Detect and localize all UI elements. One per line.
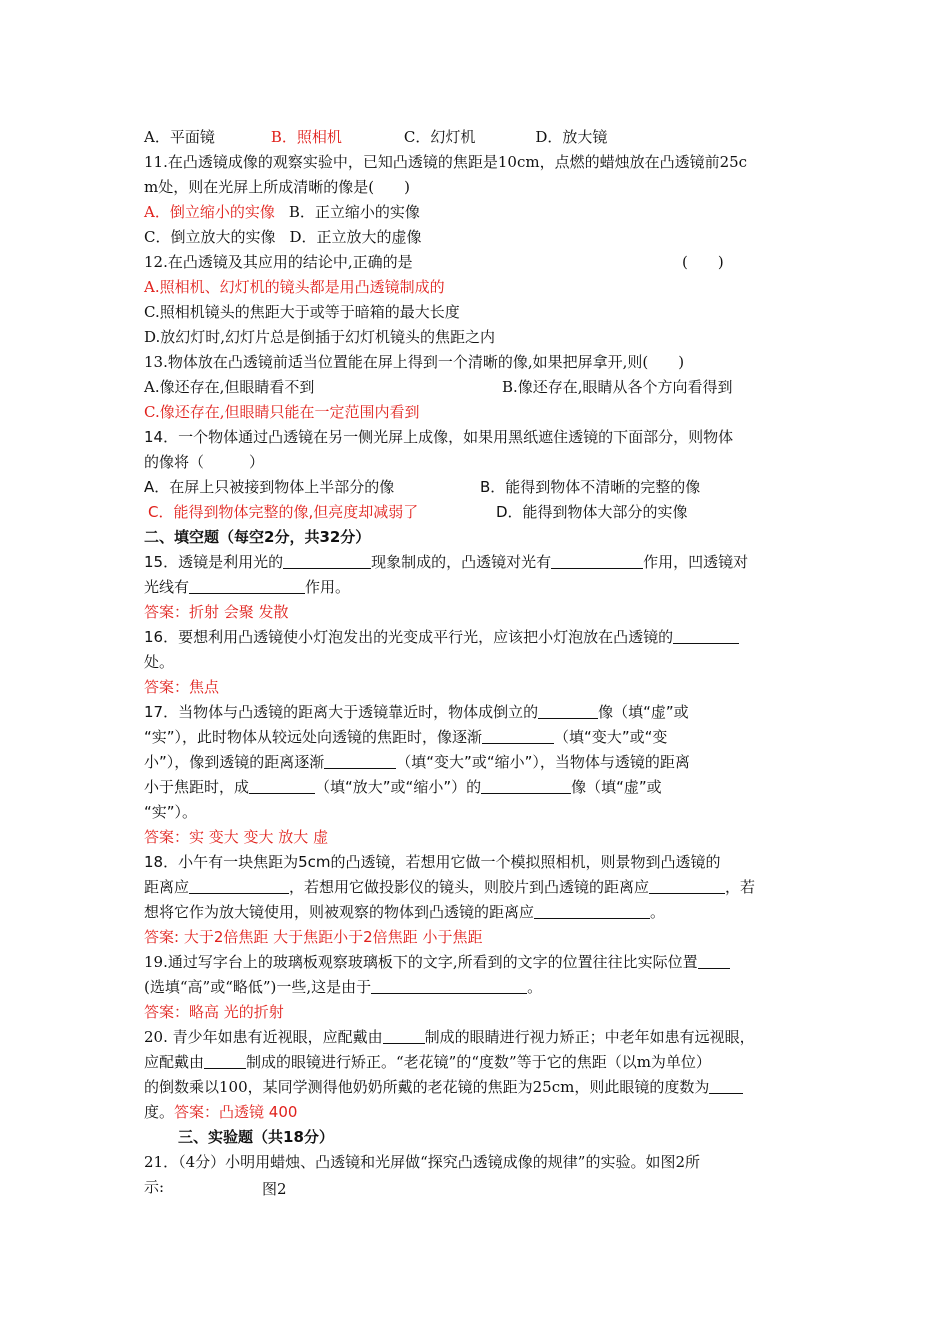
q17-blank-1[interactable] [538, 703, 598, 719]
q12-option-c: C.照相机镜头的焦距大于或等于暗箱的最大长度 [144, 303, 460, 321]
q16-answer: 答案：焦点 [144, 678, 220, 696]
section-3-title: 三、实验题（共18分） [178, 1128, 334, 1146]
q17-text-8: （填“放大”或“缩小”）的 [315, 778, 482, 796]
q17-text-4: （填“变大”或“变 [554, 728, 668, 746]
q18-line-1: 18．小午有一块焦距为5cm的凸透镜，若想用它做一个模拟照相机，则景物到凸透镜的 [144, 853, 721, 871]
q11-option-b: B．正立缩小的实像 [288, 203, 420, 221]
q13-option-b: B.像还存在,眼睛从各个方向看得到 [502, 378, 733, 396]
q19-text-3: 。 [527, 978, 543, 996]
q17-line-3 [144, 752, 690, 772]
q17-text-7: 小于焦距时，成 [144, 778, 250, 796]
q10-option-c: C．幻灯机 [403, 128, 476, 146]
q19-blank-1[interactable] [698, 953, 730, 969]
q10-options [144, 127, 607, 147]
q11-option-a: A．倒立缩小的实像 [144, 203, 275, 221]
q18-blank-1[interactable] [189, 878, 289, 894]
q18-text-5: 想将它作为放大镜使用，则被观察的物体到凸透镜的距离应 [144, 903, 535, 921]
q20-text-5: 的倒数乘以100，某同学测得他奶奶所戴的老花镜的焦距为25cm，则此眼镜的度数为 [144, 1078, 710, 1096]
q20-text-4: 制成的眼镜进行矫正。“老花镜”的“度数”等于它的焦距（以m为单位） [246, 1053, 711, 1071]
q11-option-c: C．倒立放大的实像 [144, 228, 276, 246]
q17-text-9: 像（填“虚”或 [571, 778, 662, 796]
q19-text-2: (选填“高”或“略低”)一些,这是由于 [144, 978, 372, 996]
q20-text-2: 制成的眼睛进行视力矫正；中老年如患有远视眼， [424, 1028, 755, 1046]
q18-line-3 [144, 902, 665, 922]
q17-text-3: “实”），此时物体从较远处向透镜的焦距时，像逐渐 [144, 728, 483, 746]
q21-line-1: 21．（4分）小明用蜡烛、凸透镜和光屏做“探究凸透镜成像的规律”的实验。如图2所 [144, 1153, 701, 1171]
q20-text-3: 应配戴由 [144, 1053, 205, 1071]
q16-line-2: 处。 [144, 653, 175, 671]
q21-figure-label: 图2 [262, 1180, 287, 1198]
q17-line-4 [144, 777, 662, 797]
q17-blank-2[interactable] [482, 728, 554, 744]
q11-option-d: D．正立放大的虚像 [289, 228, 422, 246]
q15-line-2 [144, 577, 350, 597]
q11-options-cd [144, 227, 422, 247]
q19-answer: 答案：略高 光的折射 [144, 1003, 284, 1021]
q18-blank-2[interactable] [649, 878, 725, 894]
q14-line-1: 14．一个物体通过凸透镜在另一侧光屏上成像，如果用黑纸遮住透镜的下面部分，则物体 [144, 428, 734, 446]
q15-blank-2[interactable] [551, 553, 643, 569]
q17-answer: 答案：实 变大 变大 放大 虚 [144, 828, 329, 846]
q14-option-c: C．能得到物体完整的像,但亮度却减弱了 [148, 503, 419, 521]
q17-text-6: （填“变大”或“缩小”），当物体与透镜的距离 [396, 753, 690, 771]
q19-line-1 [144, 952, 730, 972]
q12-option-a: A.照相机、幻灯机的镜头都是用凸透镜制成的 [144, 278, 445, 296]
q11-line-1: 11.在凸透镜成像的观察实验中，已知凸透镜的焦距是10cm，点燃的蜡烛放在凸透镜前25c [144, 153, 748, 171]
q20-line-3 [144, 1077, 743, 1097]
q11-line-2: m处，则在光屏上所成清晰的像是( ) [144, 178, 410, 196]
q20-text-6: 度。 [144, 1103, 175, 1121]
q17-line-2 [144, 727, 667, 747]
q11-options-ab [144, 202, 420, 222]
q19-text-1: 19.通过写字台上的玻璃板观察玻璃板下的文字,所看到的文字的位置往往比实际位置 [144, 953, 698, 971]
q20-blank-2[interactable] [204, 1053, 246, 1069]
q20-blank-1[interactable] [383, 1028, 425, 1044]
q14-option-a: A．在屏上只被接到物体上半部分的像 [144, 478, 395, 496]
q18-text-2: 距离应 [144, 878, 190, 896]
q14-line-2: 的像将（ ） [144, 453, 265, 471]
q15-blank-3[interactable] [189, 578, 305, 594]
q20-line-2 [144, 1052, 711, 1072]
q13-option-c: C.像还存在,但眼睛只能在一定范围内看到 [144, 403, 420, 421]
q18-answer: 答案: 大于2倍焦距 大于焦距小于2倍焦距 小于焦距 [144, 928, 483, 946]
q17-blank-5[interactable] [481, 778, 571, 794]
q12-option-d: D.放幻灯时,幻灯片总是倒插于幻灯机镜头的焦距之内 [144, 328, 496, 346]
q13-option-a: A.像还存在,但眼睛看不到 [144, 378, 315, 396]
q15-line-1 [144, 552, 748, 572]
q16-line-1 [144, 627, 739, 647]
q15-answer: 答案：折射 会聚 发散 [144, 603, 289, 621]
q21-line-2: 示: [144, 1178, 165, 1196]
q15-text-4: 光线有 [144, 578, 190, 596]
q19-line-2 [144, 977, 542, 997]
q14-option-d: D．能得到物体大部分的实像 [496, 503, 688, 521]
q17-text-1: 17．当物体与凸透镜的距离大于透镜靠近时，物体成倒立的 [144, 703, 539, 721]
q10-option-a: A．平面镜 [144, 128, 215, 146]
q15-blank-1[interactable] [283, 553, 371, 569]
q10-option-d: D．放大镜 [535, 128, 608, 146]
q16-text-1: 16．要想利用凸透镜使小灯泡发出的光变成平行光，应该把小灯泡放在凸透镜的 [144, 628, 674, 646]
q18-text-6: 。 [650, 903, 666, 921]
q17-text-5: 小”），像到透镜的距离逐渐 [144, 753, 325, 771]
q19-blank-2[interactable] [371, 978, 527, 994]
q16-blank-1[interactable] [673, 628, 739, 644]
q12-stem: 12.在凸透镜及其应用的结论中,正确的是 [144, 253, 413, 271]
q18-text-4: ，若 [725, 878, 756, 896]
q15-text-5: 作用。 [305, 578, 351, 596]
q17-text-2: 像（填“虚”或 [598, 703, 689, 721]
q15-text-2: 现象制成的，凸透镜对光有 [371, 553, 552, 571]
q13-stem: 13.物体放在凸透镜前适当位置能在屏上得到一个清晰的像,如果把屏拿开,则( ) [144, 353, 685, 371]
q20-line-4 [144, 1102, 297, 1122]
q18-line-2 [144, 877, 755, 897]
q20-text-1: 20. 青少年如患有近视眼，应配戴由 [144, 1028, 383, 1046]
q14-option-b: B．能得到物体不清晰的完整的像 [480, 478, 701, 496]
q20-line-1 [144, 1027, 755, 1047]
q15-text-1: 15．透镜是利用光的 [144, 553, 284, 571]
q18-text-3: ，若想用它做投影仪的镜头，则胶片到凸透镜的距离应 [289, 878, 650, 896]
q12-answer-paren: ( ) [682, 253, 724, 271]
q18-blank-3[interactable] [534, 903, 650, 919]
q17-blank-3[interactable] [324, 753, 396, 769]
q15-text-3: 作用，凹透镜对 [643, 553, 749, 571]
section-2-title: 二、填空题（每空2分，共32分） [144, 528, 371, 546]
q20-blank-3[interactable] [709, 1078, 743, 1094]
q20-answer: 答案：凸透镜 400 [174, 1103, 298, 1121]
q17-line-1 [144, 702, 689, 722]
q17-line-5: “实”）。 [144, 803, 198, 821]
q17-blank-4[interactable] [249, 778, 315, 794]
q10-option-b: B．照相机 [270, 128, 342, 146]
